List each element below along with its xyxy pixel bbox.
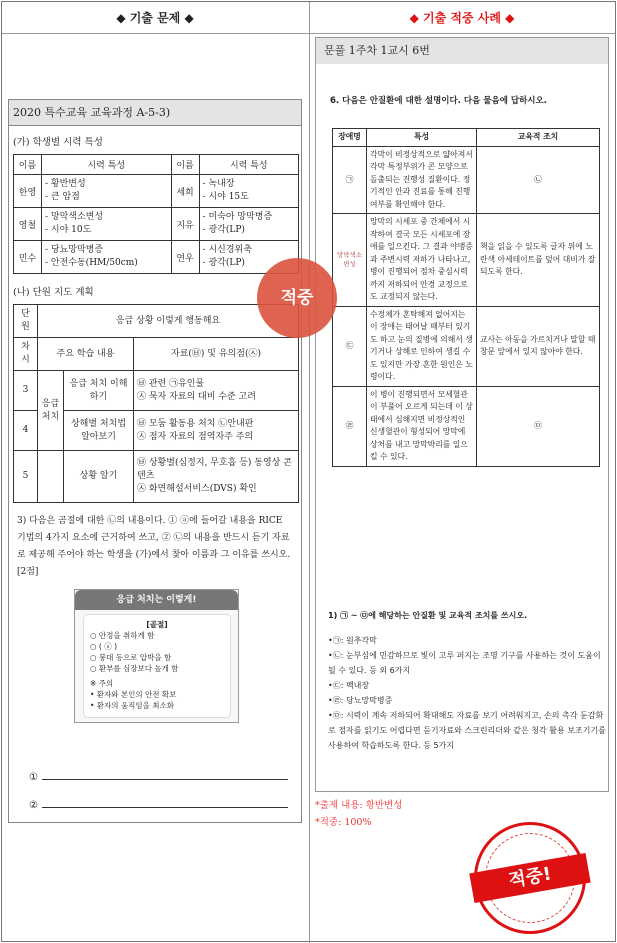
note-title: ※ 주의: [90, 679, 114, 688]
col-feature: 시력 특성: [199, 155, 298, 175]
list-item: • 환자의 움직임을 최소화: [90, 701, 175, 710]
eye-disease-table: [332, 128, 600, 467]
practice-title: 문풀 1주차 1교시 6번: [316, 38, 608, 64]
first-aid-box-body: [83, 614, 231, 718]
answer-section: [328, 608, 606, 753]
unit-title: 응급 상황 이렇게 행동해요: [38, 305, 299, 338]
box-subtitle: [골절]: [146, 620, 168, 629]
disease-name: ㉠: [333, 146, 367, 214]
question-6: 6. 다음은 안질환에 대한 설명이다. 다음 물음에 답하시오.: [330, 96, 547, 106]
student-name: 세희: [171, 175, 199, 208]
vision-feature: - 녹내장 - 시야 15도: [199, 175, 298, 208]
student-name: 민수: [14, 241, 42, 274]
hit-case-panel: [315, 37, 609, 792]
list-item: ○ 환부를 심장보다 높게 함: [90, 664, 179, 673]
table-row: [333, 386, 600, 466]
material-note: ㉥ 상황별(심정지, 무호흡 등) 동영상 콘텐츠 ㉦ 화면해설서비스(DVS) 확인: [134, 451, 299, 503]
table-header-row: [333, 129, 600, 147]
student-name: 연우: [171, 241, 199, 274]
learning-content: 응급 처치 이해하기: [64, 371, 134, 411]
answer-item: •㉠: 원추각막: [328, 636, 377, 645]
session-number: 4: [14, 411, 38, 451]
material-note: ㉥ 모둠 활동용 처치 ㉡안내판 ㉦ 점자 자료의 점역자주 주의: [134, 411, 299, 451]
col-name: 이름: [14, 155, 42, 175]
vision-feature: - 황반변성 - 큰 암점: [42, 175, 172, 208]
table-row: [14, 371, 299, 411]
answer-line-2[interactable]: ②: [29, 798, 293, 811]
disease-name: ㉢: [333, 306, 367, 386]
disease-feature: 망막의 시세포 중 간체에서 시작하여 결국 모든 시세포에 장애를 일으킨다. 그 결과 야맹증과 주변시력 저하가 나타나고, 병이 진행되어 점차 중심시력까지 저하되어 안경 교정으로도 교정되지 않는다.: [367, 214, 477, 307]
material-note: ㉥ 관련 ㉠유인물 ㉦ 묵자 자료의 대비 수준 고려: [134, 371, 299, 411]
col-education: 교육적 조치: [477, 129, 600, 147]
education-action: ㉤: [477, 386, 600, 466]
vision-feature: - 미숙아 망막병증 - 광각(LP): [199, 208, 298, 241]
rate-note: *적중: 100%: [315, 817, 372, 828]
table-header-row: [14, 155, 299, 175]
list-item: ○ ( ⓐ ): [90, 642, 118, 651]
disease-feature: 수정체가 혼탁해져 없어지는 이 장애는 태어날 때부터 있기도 하고 눈의 질병에 의해서 생기거나 상해로 인하여 생길 수도 있지만 가장 흔한 원인은 노령이다.: [367, 306, 477, 386]
exam-title: 2020 특수교육 교육과정 A-5-3): [9, 100, 301, 126]
table-row: [14, 241, 299, 274]
hit-stamp-bottom: [474, 822, 586, 934]
education-action: 교사는 아동을 가르치거나 말할 때 창문 앞에서 있지 않아야 한다.: [477, 306, 600, 386]
disease-name: 망막색소변성: [333, 214, 367, 307]
question-3: 3) 다음은 곰절에 대한 ㉡의 내용이다. ① ⓐ에 들어갈 내용을 RICE 기법의 4가지 요소에 근거하여 쓰고, ② ㉡의 내용을 반드시 듣기 자료로 제공해 주어야 하는 학생을 (가)에서 찾아 이름과 그 이유를 쓰시오. [2점]: [17, 516, 291, 577]
topic-note: *출제 내용: 황반변성: [315, 800, 403, 811]
col-feature: 시력 특성: [42, 155, 172, 175]
answer-question: 1) ㉠ ~ ㉤에 해당하는 안질환 및 교육적 조치를 쓰시오.: [328, 611, 528, 620]
answer-item: •㉢: 백내장: [328, 681, 370, 690]
col-name: 이름: [171, 155, 199, 175]
vision-feature: - 망막색소변성 - 시야 10도: [42, 208, 172, 241]
section-na-label: (나) 단원 지도 계획: [13, 287, 94, 298]
answer-item: •㉣: 당뇨망막병증: [328, 696, 393, 705]
column-divider: [309, 2, 310, 943]
student-name: 지유: [171, 208, 199, 241]
answer-item: •㉤: 시력이 계속 저하되어 확대해도 자료를 보기 어려워지고, 손의 촉각 둔감화로 점자를 읽기도 어렵다면 듣기자료와 스크린리더와 같은 청각 활용 보조기기를 사용하여 학습하도록 한다. 등 5가지: [328, 711, 606, 750]
hit-stamp-center: 적중: [257, 258, 337, 338]
session-number: 3: [14, 371, 38, 411]
unit-plan-table: [13, 304, 299, 503]
education-action: 책을 읽을 수 있도록 글자 위에 노란색 아세테이트를 덮어 대비가 잘 되도록 한다.: [477, 214, 600, 307]
vision-feature: - 당뇨망막병증 - 안전수동(HM/50cm): [42, 241, 172, 274]
table-row: [14, 208, 299, 241]
disease-feature: 이 병이 진행되면서 모세혈관이 부풀어 오르게 되는데 이 상태에서 심해지면 비정상적인 신생혈관이 형성되어 망막에 상처를 내고 망막박리를 일으킬 수 있다.: [367, 386, 477, 466]
list-item: ○ 붕대 등으로 압박을 함: [90, 653, 172, 662]
page-frame: [1, 1, 616, 942]
table-row: [333, 214, 600, 307]
col-disease: 장애명: [333, 129, 367, 147]
list-item: ○ 안정을 취하게 함: [90, 631, 155, 640]
vision-feature: - 시신경위축 - 광각(LP): [199, 241, 298, 274]
table-row: [14, 338, 299, 371]
table-row: [333, 146, 600, 214]
col-feature: 특성: [367, 129, 477, 147]
header-right: ◆ 기출 적중 사례 ◆: [409, 11, 515, 25]
group-label: 응급 처치: [38, 371, 64, 451]
stamp-banner: 적중!: [469, 853, 590, 903]
disease-feature: 각막이 비정상적으로 얇아져서 각막 특정부위가 콘 모양으로 돌출되는 진행성 질환이다. 정기적인 안과 진료를 통해 진행 여부를 확인해야 한다.: [367, 146, 477, 214]
education-action: ㉡: [477, 146, 600, 214]
first-aid-box-title: 응급 처치는 이렇게!: [75, 590, 238, 610]
session-label: 차시: [14, 338, 38, 371]
table-row: [14, 305, 299, 338]
answer-item: •㉡: 눈부심에 민감하므로 빛이 고루 퍼지는 조명 기구를 사용하는 것이 도움이 될 수 있다. 등 외 6가지: [328, 651, 601, 675]
student-name: 영철: [14, 208, 42, 241]
session-number: 5: [14, 451, 38, 503]
unit-label: 단원: [14, 305, 38, 338]
learning-content: 상해별 처치법 알아보기: [64, 411, 134, 451]
learning-content: 상황 알기: [64, 451, 134, 503]
disease-name: ㉣: [333, 386, 367, 466]
table-row: [14, 451, 299, 503]
header-left: ◆ 기출 문제 ◆: [116, 11, 194, 25]
table-row: [333, 306, 600, 386]
material-header: 자료(㉥) 및 유의점(㉦): [134, 338, 299, 371]
table-row: [14, 175, 299, 208]
answer-line-1[interactable]: ①: [29, 770, 293, 783]
student-name: 한영: [14, 175, 42, 208]
section-ga-label: (가) 학생별 시력 특성: [13, 137, 103, 148]
content-header: 주요 학습 내용: [38, 338, 134, 371]
list-item: • 환자와 본인의 안전 확보: [90, 690, 177, 699]
first-aid-box: [74, 589, 239, 723]
exam-question-panel: [8, 99, 302, 823]
vision-table: [13, 154, 299, 274]
